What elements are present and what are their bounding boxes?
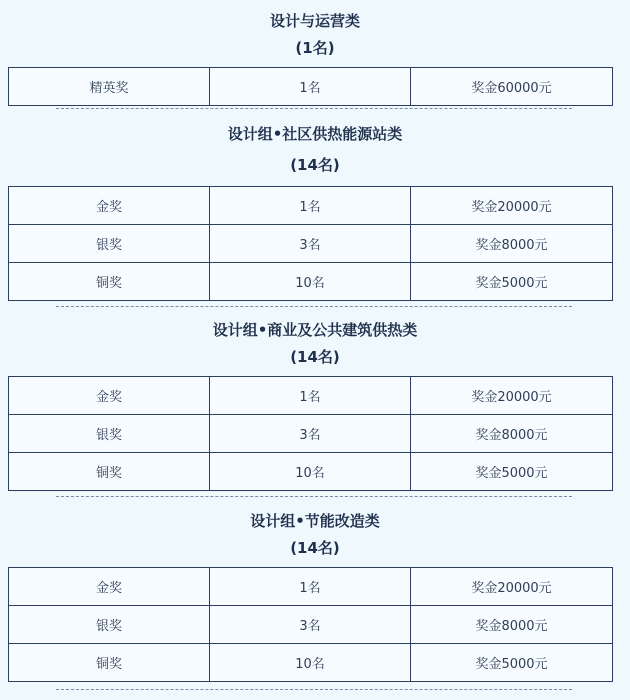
prize-cell: 奖金5000元 <box>411 453 613 491</box>
quota-cell: 1名 <box>210 187 411 225</box>
prize-cell: 奖金5000元 <box>411 644 613 682</box>
prize-cell: 奖金5000元 <box>411 263 613 301</box>
table-row <box>9 568 613 606</box>
award-cell: 金奖 <box>9 568 210 606</box>
prize-cell: 奖金20000元 <box>411 187 613 225</box>
section-count: (14名) <box>290 539 340 557</box>
award-cell: 银奖 <box>9 606 210 644</box>
prize-table <box>8 67 613 106</box>
section-count: (14名) <box>290 348 340 366</box>
table-row <box>9 606 613 644</box>
prize-cell: 奖金60000元 <box>411 68 613 106</box>
quota-cell: 1名 <box>210 568 411 606</box>
prize-cell: 奖金8000元 <box>411 606 613 644</box>
quota-cell: 10名 <box>210 453 411 491</box>
table-row <box>9 415 613 453</box>
section-title: 设计与运营类 <box>269 12 360 30</box>
table-row <box>9 225 613 263</box>
section-title: 设计组•社区供热能源站类 <box>227 125 403 143</box>
table-row <box>9 263 613 301</box>
table-row <box>9 453 613 491</box>
dashed-divider <box>56 108 572 109</box>
dashed-divider <box>56 496 572 497</box>
prize-table <box>8 376 613 491</box>
section-title: 设计组•节能改造类 <box>250 512 380 530</box>
award-cell: 铜奖 <box>9 263 210 301</box>
section-count: (14名) <box>290 156 340 174</box>
section-count: (1名) <box>295 39 335 57</box>
quota-cell: 1名 <box>210 377 411 415</box>
award-cell: 金奖 <box>9 377 210 415</box>
award-cell: 银奖 <box>9 225 210 263</box>
award-cell: 银奖 <box>9 415 210 453</box>
quota-cell: 10名 <box>210 644 411 682</box>
table-row <box>9 377 613 415</box>
prize-table <box>8 186 613 301</box>
prize-table <box>8 567 613 682</box>
prize-cell: 奖金8000元 <box>411 225 613 263</box>
prize-cell: 奖金20000元 <box>411 568 613 606</box>
table-row <box>9 187 613 225</box>
dashed-divider <box>56 689 572 690</box>
section-title: 设计组•商业及公共建筑供热类 <box>212 321 418 339</box>
prize-cell: 奖金8000元 <box>411 415 613 453</box>
table-row <box>9 644 613 682</box>
quota-cell: 3名 <box>210 225 411 263</box>
prize-cell: 奖金20000元 <box>411 377 613 415</box>
quota-cell: 10名 <box>210 263 411 301</box>
award-cell: 精英奖 <box>9 68 210 106</box>
award-cell: 铜奖 <box>9 453 210 491</box>
quota-cell: 3名 <box>210 415 411 453</box>
dashed-divider <box>56 306 572 307</box>
table-row <box>9 68 613 106</box>
quota-cell: 1名 <box>210 68 411 106</box>
award-cell: 铜奖 <box>9 644 210 682</box>
award-cell: 金奖 <box>9 187 210 225</box>
quota-cell: 3名 <box>210 606 411 644</box>
